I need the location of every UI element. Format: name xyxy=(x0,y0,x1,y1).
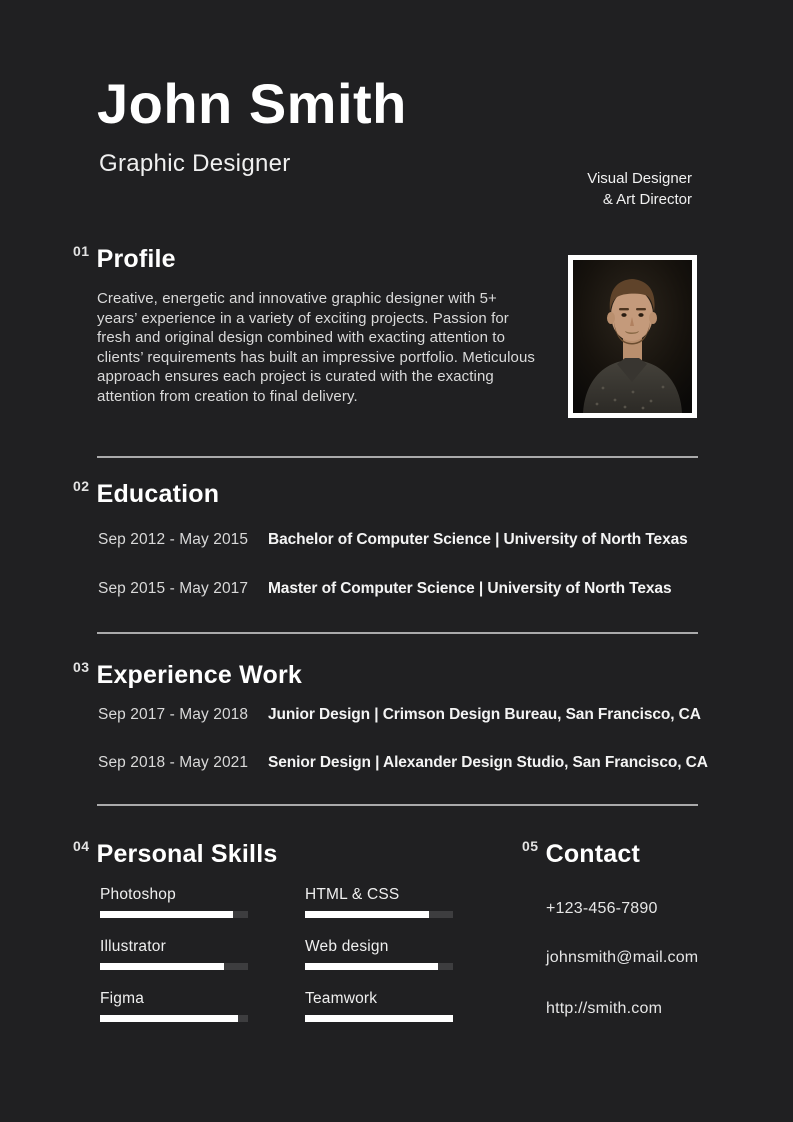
skill-bar-fill xyxy=(100,911,233,918)
section-number-experience: 03 xyxy=(73,659,90,675)
skill-bar-fill xyxy=(100,963,224,970)
section-heading-contact xyxy=(522,838,640,869)
section-title-education: Education xyxy=(96,480,220,508)
person-role: Graphic Designer xyxy=(99,150,291,177)
education-dates: Sep 2012 - May 2015 xyxy=(98,531,249,548)
portrait-illustration xyxy=(573,260,692,413)
skill-bar-track xyxy=(305,1015,453,1022)
section-number-skills: 04 xyxy=(73,838,90,854)
experience-role: Senior Design | Alexander Design Studio, San Francisco, CA xyxy=(268,754,708,771)
skill-bar-track xyxy=(100,963,248,970)
education-degree: Master of Computer Science | University of North Texas xyxy=(268,580,672,597)
section-heading-education xyxy=(73,478,219,509)
experience-dates: Sep 2018 - May 2021 xyxy=(98,754,249,771)
skill-bar-fill xyxy=(305,1015,453,1022)
skill-bar-track xyxy=(100,911,248,918)
skill-figma xyxy=(100,990,248,1022)
tagline-line1: Visual Designer xyxy=(587,170,692,187)
contact-website[interactable]: http://smith.com xyxy=(546,1000,663,1017)
skill-html-css xyxy=(305,886,453,918)
divider xyxy=(97,804,698,806)
section-title-contact: Contact xyxy=(545,840,641,868)
experience-role: Junior Design | Crimson Design Bureau, San Francisco, CA xyxy=(268,706,701,723)
skill-label: Teamwork xyxy=(305,990,378,1007)
skill-bar-fill xyxy=(305,911,429,918)
profile-photo xyxy=(568,255,697,418)
section-number-contact: 05 xyxy=(522,838,539,854)
skill-label: Photoshop xyxy=(100,886,176,903)
experience-row xyxy=(98,754,718,772)
section-heading-skills xyxy=(73,838,277,869)
experience-dates: Sep 2017 - May 2018 xyxy=(98,706,249,723)
experience-row xyxy=(98,706,718,724)
contact-phone[interactable]: +123-456-7890 xyxy=(546,900,658,917)
divider xyxy=(97,456,698,458)
tagline xyxy=(587,168,692,210)
section-title-profile: Profile xyxy=(96,245,176,273)
profile-summary: Creative, energetic and innovative graphic designer with 5+ years’ experience in a variety of exciting projects. Passion for fresh and original design combined with exacting attention to clients’ requirements has built an impressive portfolio. Meticulous approach ensures each project is curated with the exacting attention from creation to final delivery. xyxy=(97,290,536,405)
contact-email[interactable]: johnsmith@mail.com xyxy=(546,949,699,966)
section-title-skills: Personal Skills xyxy=(96,840,278,868)
education-row xyxy=(98,580,718,598)
section-number-education: 02 xyxy=(73,478,90,494)
education-dates: Sep 2015 - May 2017 xyxy=(98,580,249,597)
skill-bar-fill xyxy=(100,1015,238,1022)
tagline-line2: & Art Director xyxy=(602,191,692,208)
skill-bar-track xyxy=(305,963,453,970)
education-row xyxy=(98,531,718,549)
section-heading-profile xyxy=(73,243,176,274)
skill-label: Illustrator xyxy=(100,938,166,955)
skill-bar-track xyxy=(305,911,453,918)
section-number-profile: 01 xyxy=(73,243,90,259)
education-degree: Bachelor of Computer Science | University of North Texas xyxy=(268,531,688,548)
skill-illustrator xyxy=(100,938,248,970)
skill-photoshop xyxy=(100,886,248,918)
skill-teamwork xyxy=(305,990,453,1022)
divider xyxy=(97,632,698,634)
section-title-experience: Experience Work xyxy=(96,661,302,689)
skill-web-design xyxy=(305,938,453,970)
skill-bar-fill xyxy=(305,963,438,970)
section-heading-experience xyxy=(73,659,302,690)
skill-label: Web design xyxy=(305,938,389,955)
skill-label: Figma xyxy=(100,990,145,1007)
skill-label: HTML & CSS xyxy=(305,886,400,903)
person-name: John Smith xyxy=(97,72,407,135)
skill-bar-track xyxy=(100,1015,248,1022)
